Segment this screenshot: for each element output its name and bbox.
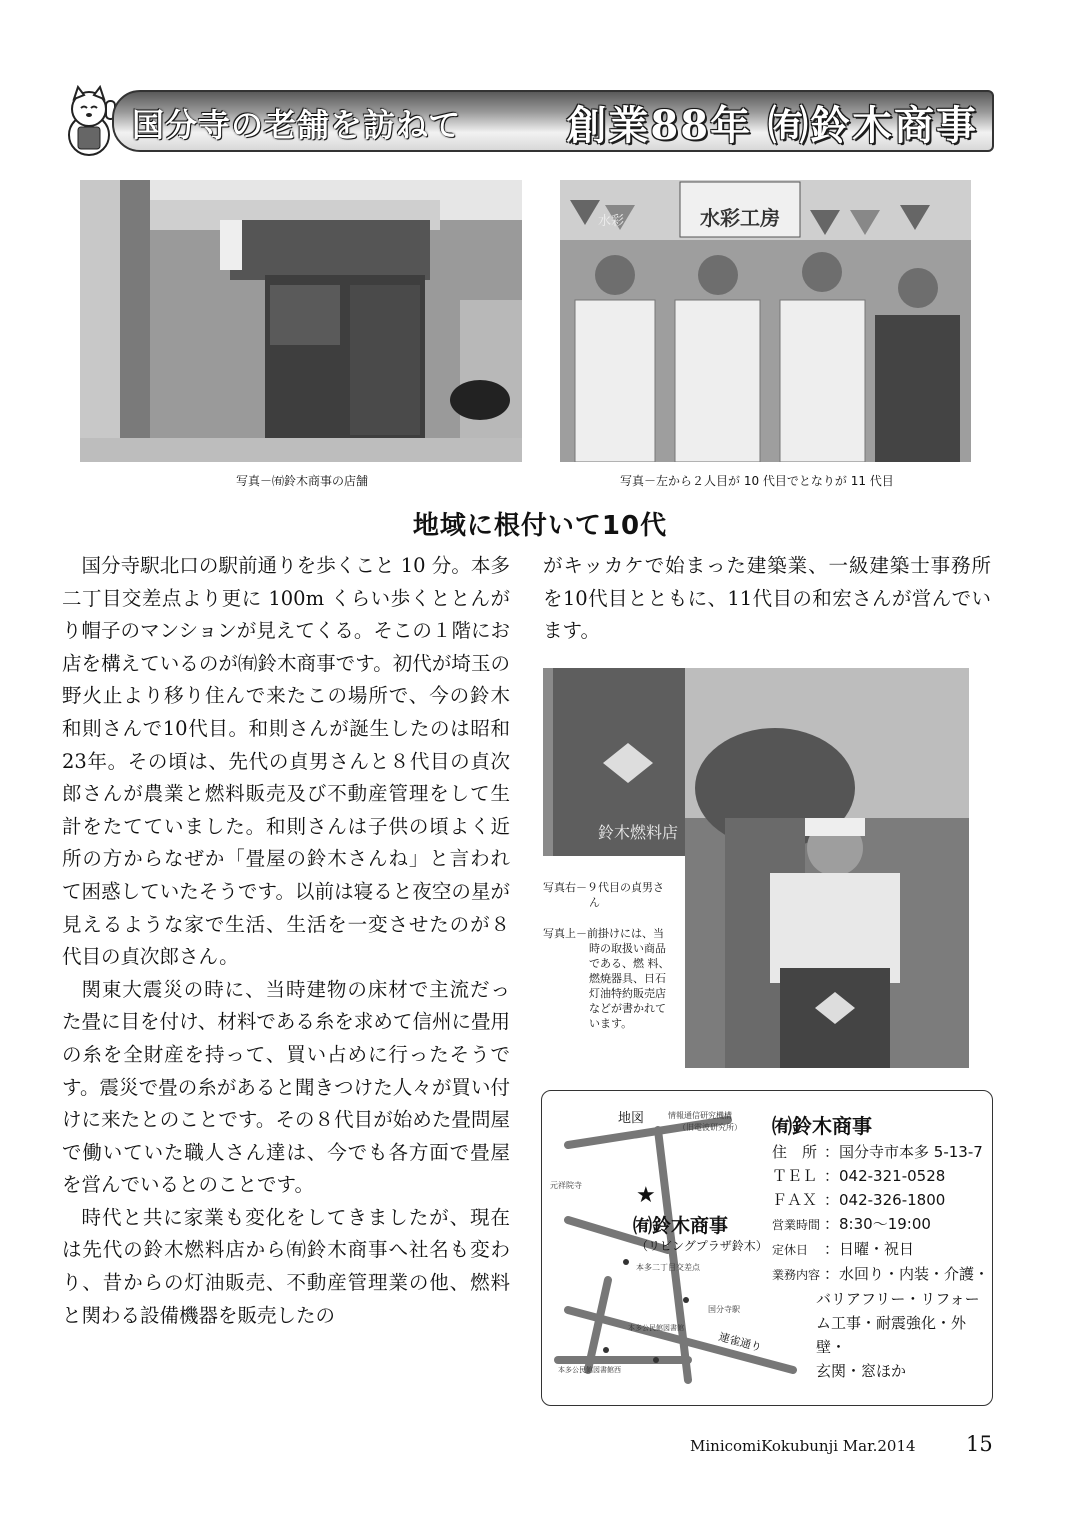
store-title: 創業88年 ㈲鈴木商事 <box>566 102 978 149</box>
info-row: ＦＡＸ ：042-326-1800 <box>772 1188 987 1212</box>
info-row: 業務内容 ：水回り・内装・介護・ <box>772 1262 987 1287</box>
info-value: 水回り・内装・介護・ <box>839 1265 990 1283</box>
series-title: 国分寺の老舗を訪ねて <box>132 106 462 144</box>
storefront-photo <box>80 180 522 462</box>
info-key: 営業時間 <box>772 1218 821 1232</box>
info-key: 定休日 <box>772 1243 809 1257</box>
map-label: 地図 <box>618 1111 645 1126</box>
info-key: 住 所 <box>772 1143 818 1161</box>
staff-caption: 写真－左から２人目が 10 代目でとなりが 11 代目 <box>620 474 894 488</box>
info-key: ＦＡＸ <box>772 1191 818 1209</box>
maneki-neko-icon <box>60 85 118 157</box>
article-headline: 地域に根付いて10代 <box>412 511 668 541</box>
info-key: ＴＥＬ <box>772 1167 818 1185</box>
banner-flag-text: 水彩 <box>598 214 625 229</box>
article-paragraph: 時代と共に家業も変化をしてきましたが、現在は先代の鈴木燃料店から㈲鈴木商事へ社名も変わり、昔からの灯油販売、不動産管理業の他、燃料と関わる設備機器を販売したの <box>62 1205 510 1327</box>
map-station: 国分寺駅 <box>708 1305 740 1314</box>
info-row: 営業時間 ：8:30～19:00 <box>772 1212 987 1237</box>
caption-line: 写真上－前掛けには、当 <box>543 927 664 940</box>
article-right-column <box>543 550 991 648</box>
map-library-b: 本多公民館図書館西 <box>558 1366 621 1374</box>
caption-line: ん <box>589 896 600 909</box>
access-map <box>548 1100 798 1400</box>
info-value: 042-326-1800 <box>839 1191 946 1209</box>
info-row: 定休日 ：日曜・祝日 <box>772 1237 987 1262</box>
article-paragraph: 関東大震災の時に、当時建物の床材で主流だった畳に目を付け、材料である糸を求めて信州に畳用の糸を全財産を持って、買い占めに行ったそうです。震災で畳の糸があると聞きつけた人々が買い付けに来たとのことです。その８代目が始めた畳問屋で働いていた職人さん達は、今でも各方面で畳屋を営んでいるとのことです。 <box>62 977 510 1197</box>
storefront-caption: 写真－㈲鈴木商事の店舗 <box>236 474 369 488</box>
map-store-name: ㈲鈴木商事 <box>633 1215 729 1237</box>
info-continuation: バリアフリー・リフォー <box>816 1290 980 1308</box>
photo-top-caption <box>543 926 683 1031</box>
info-row: 住 所 ：国分寺市本多 5-13-7 <box>772 1140 987 1164</box>
caption-line: などが書かれて <box>589 1002 666 1015</box>
map-intersection: 本多二丁目交差点 <box>636 1263 700 1272</box>
company-name: ㈲鈴木商事 <box>772 1114 872 1138</box>
caption-line: います。 <box>589 1017 633 1030</box>
info-value: 042-321-0528 <box>839 1167 946 1185</box>
ninth-generation-photo <box>685 668 969 1068</box>
photo-right-caption <box>543 880 683 910</box>
caption-line: 灯油特約販売店 <box>589 987 666 1000</box>
caption-line: 時の取扱い商品 <box>589 942 666 955</box>
caption-line: 燃焼器具、日石 <box>589 972 666 985</box>
map-landmark-top: 情報通信研究機構 <box>668 1111 732 1120</box>
map-temple: 元祥院寺 <box>550 1181 582 1190</box>
info-value: 国分寺市本多 5-13-7 <box>839 1143 983 1161</box>
info-row: ＴＥＬ ：042-321-0528 <box>772 1164 987 1188</box>
article-paragraph: がキッカケで始まった建築業、一級建築士事務所を10代目とともに、11代目の和宏さんが営んでいます。 <box>543 554 991 643</box>
caption-line: である、燃 料、 <box>589 957 670 970</box>
map-landmark-top-sub: （旧電波研究所） <box>678 1123 742 1132</box>
company-info <box>772 1112 990 1383</box>
info-continuation: ム工事・耐震強化・外壁・ <box>816 1314 967 1356</box>
apron-store-name: 鈴木燃料店 <box>598 823 679 842</box>
info-value: 8:30～19:00 <box>839 1215 931 1233</box>
caption-line: 写真右－９代目の貞男さ <box>543 881 664 894</box>
map-street: 連雀通り <box>717 1330 764 1355</box>
info-key: 業務内容 <box>772 1268 821 1282</box>
map-star-icon: ★ <box>636 1183 656 1208</box>
article-left-column <box>62 550 510 1332</box>
info-continuation: 玄関・窓ほか <box>816 1362 907 1380</box>
publication-footer: MinicomiKokubunji Mar.2014 <box>690 1437 916 1455</box>
map-library-a: 本多公民館図書館 <box>628 1324 684 1332</box>
map-store-sub: （リビングプラザ鈴木） <box>636 1239 768 1253</box>
page-number: 15 <box>966 1432 993 1456</box>
article-paragraph: 国分寺駅北口の駅前通りを歩くこと 10 分。本多二丁目交差点より更に 100m くらい歩くととんがり帽子のマンションが見えてくる。そこの１階にお店を構えているのが㈲鈴木商事です。初代が埼玉の野火止より移り住んで来たこの場所で、今の鈴木和則さんで10代目。和則さんが誕生したのは昭和23年。その頃は、先代の貞男さんと８代目の貞次郎さんが農業と燃料販売及び不動産管理をして生計をたてていました。和則さんは子供の頃よく近所の方からなぜか「畳屋の鈴木さんね」と言われて困惑していたそうです。以前は寝ると夜空の星が見えるような家で生活、生活を一変させたのが８代目の貞次郎さん。 <box>62 554 510 969</box>
staff-sign: 水彩工房 <box>700 206 780 230</box>
info-value: 日曜・祝日 <box>839 1240 915 1258</box>
